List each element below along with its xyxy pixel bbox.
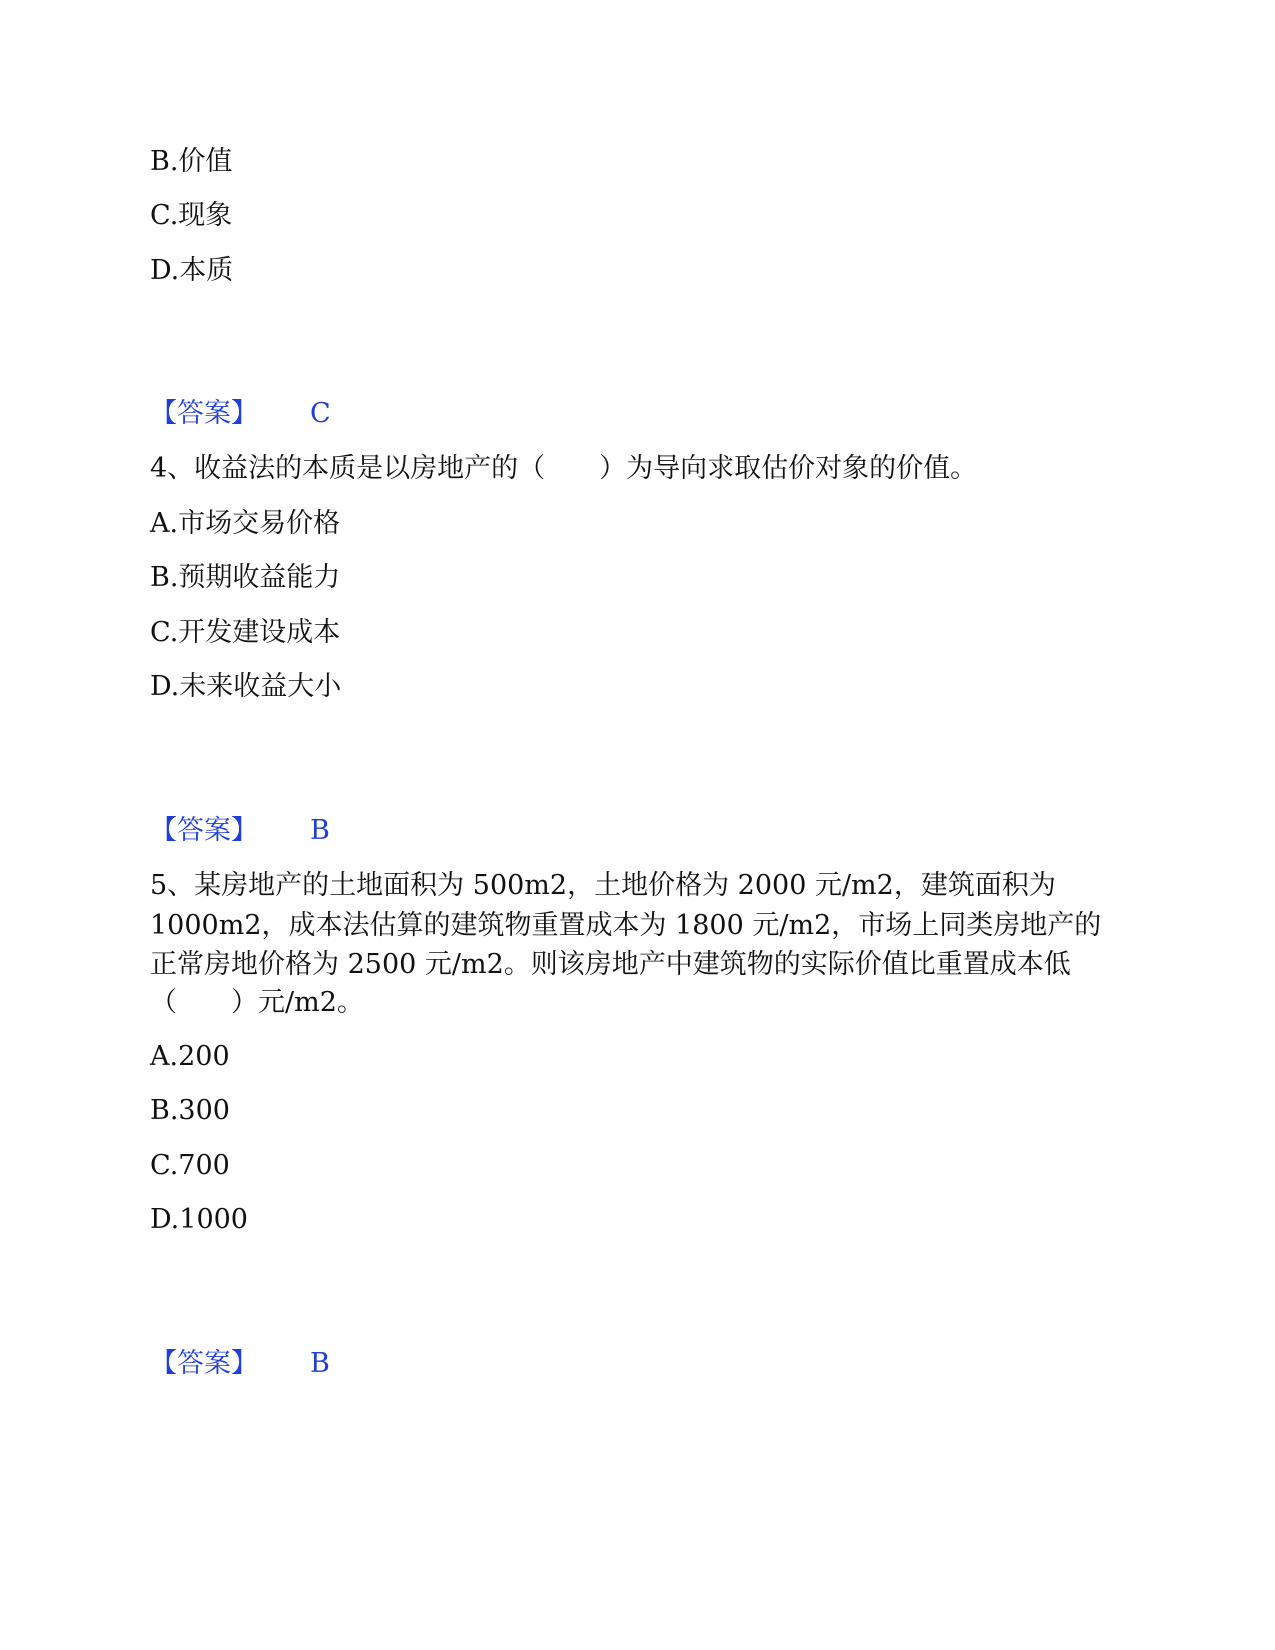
q3-option-b: B.价值	[150, 146, 233, 177]
q4-option-d: D.未来收益大小	[150, 671, 342, 702]
q5-option-b: B.300	[150, 1095, 230, 1126]
q3-option-c: C.现象	[150, 200, 233, 231]
q5-answer-value: B	[310, 1348, 330, 1379]
q3-answer	[150, 394, 331, 434]
q4-answer-value: B	[310, 815, 330, 846]
q5-question-line-3: 正常房地价格为 2500 元/m2。则该房地产中建筑物的实际价值比重置成本低	[150, 949, 1071, 980]
q5-answer-label: 【答案】	[150, 1348, 258, 1379]
q4-answer-label: 【答案】	[150, 815, 258, 846]
q4-option-c: C.开发建设成本	[150, 617, 341, 648]
q4-question: 4、收益法的本质是以房地产的（ ）为导向求取估价对象的价值。	[150, 453, 978, 484]
q5-answer	[150, 1344, 330, 1384]
q5-question-line-1: 5、某房地产的土地面积为 500m2，土地价格为 2000 元/m2，建筑面积为	[150, 870, 1056, 901]
q3-answer-value: C	[310, 398, 331, 429]
q4-option-a: A.市场交易价格	[150, 508, 341, 539]
q5-option-a: A.200	[150, 1041, 230, 1072]
q3-option-d: D.本质	[150, 255, 234, 286]
q4-answer	[150, 811, 330, 851]
q5-question-line-2: 1000m2，成本法估算的建筑物重置成本为 1800 元/m2，市场上同类房地产的	[150, 910, 1102, 941]
q5-option-c: C.700	[150, 1150, 230, 1181]
q5-option-d: D.1000	[150, 1204, 248, 1235]
q3-answer-label: 【答案】	[150, 398, 258, 429]
q4-option-b: B.预期收益能力	[150, 562, 341, 593]
q5-question-line-4: （ ）元/m2。	[150, 987, 364, 1018]
